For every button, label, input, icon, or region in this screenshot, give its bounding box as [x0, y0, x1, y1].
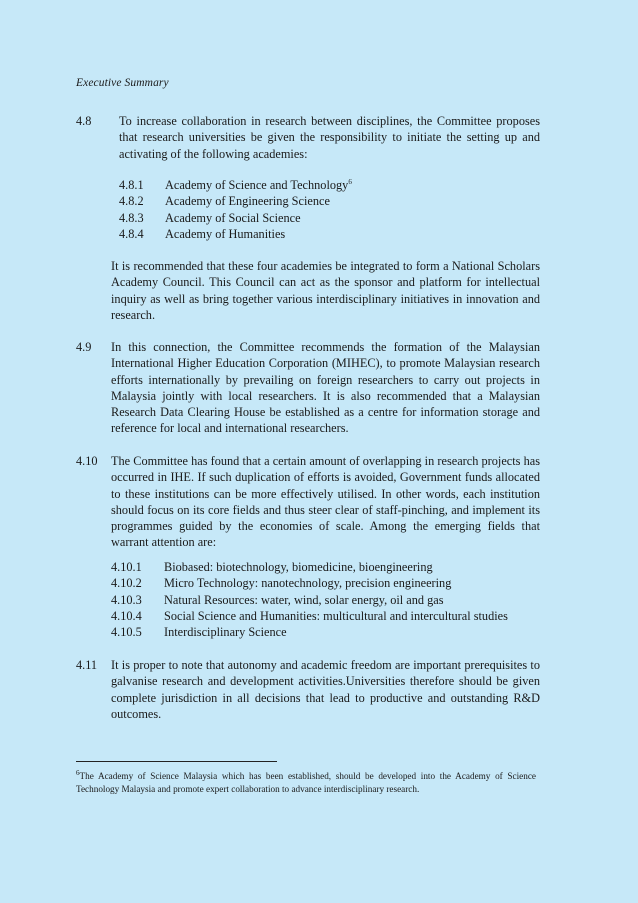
emerging-fields-list [111, 559, 508, 640]
list-item [111, 592, 508, 608]
footnote-number: 6 [76, 768, 80, 777]
running-header: Executive Summary [76, 77, 169, 89]
item-text: Academy of Social Science [165, 210, 301, 225]
item-number: 4.8.3 [119, 210, 144, 225]
list-item [111, 624, 508, 640]
section-text: In this connection, the Committee recommends the formation of the Malaysian International Higher Education Corporation (MIHEC), to promote Malaysian research efforts internationally by prevailing on foreign researchers to carry out projects in Malaysia jointly with local researchers. It is also recommended that a Malaysian Research Data Clearing House be established as a centre for information storage and reference for local and international researchers. [111, 340, 540, 436]
section-text: It is proper to note that autonomy and academic freedom are important prerequisites to galvanise research and development activities.Universities therefore should be given complete jurisdiction in all decisions that lead to productive and outstanding R&D outcomes. [111, 658, 540, 721]
section-text: To increase collaboration in research between disciplines, the Committee proposes that research universities be given the responsibility to initiate the setting up and activating of the following academies: [119, 114, 540, 161]
item-text: Biobased: biotechnology, biomedicine, bioengineering [164, 560, 433, 574]
item-text: Interdisciplinary Science [164, 625, 287, 640]
footnote-divider [76, 761, 277, 762]
item-text: Micro Technology: nanotechnology, precision engineering [164, 576, 452, 591]
footnote-marker: 6 [348, 177, 352, 186]
list-item [111, 575, 508, 591]
item-number: 4.8.2 [119, 194, 144, 209]
item-text: Social Science and Humanities: multicultural and intercultural studies [164, 608, 508, 623]
section-number: 4.10 [76, 454, 98, 468]
footnote [76, 770, 536, 796]
item-number: 4.10.1 [111, 560, 142, 574]
academies-list [119, 177, 352, 242]
item-text: Academy of Engineering Science [165, 194, 330, 209]
list-item [119, 210, 352, 226]
list-item [119, 193, 352, 209]
list-item [119, 226, 352, 242]
list-item [111, 559, 508, 575]
item-number: 4.10.3 [111, 592, 142, 607]
footnote-text: The Academy of Science Malaysia which has been established, should be developed into the Academy of Science Technology Malaysia and promote expert collaboration to advance interdisciplinary research. [76, 771, 536, 794]
item-number: 4.10.2 [111, 576, 142, 591]
item-text: Academy of Science and Technology$^6$ [165, 177, 352, 192]
list-item [111, 608, 508, 624]
item-number: 4.8.4 [119, 226, 144, 241]
section-number: 4.8 [76, 114, 92, 128]
item-text: Academy of Humanities [165, 226, 286, 241]
section-text: The Committee has found that a certain amount of overlapping in research projects has occurred in IHE. If such duplication of efforts is avoided, Government funds allocated to these institutions can be more effectively utilised. In other words, each institution should focus on its core fields and thus steer clear of staff-pinching, and implement its programmes guided by the economies of scale. Among the emerging fields that warrant attention are: [111, 454, 540, 550]
list-item [119, 177, 352, 193]
section-number: 4.11 [76, 658, 98, 672]
section-text: It is recommended that these four academies be integrated to form a National Scholars Academy Council. This Council can act as the sponsor and platform for intellectual inquiry as well as bring together various interdisciplinary initiatives in innovation and research. [111, 259, 540, 322]
item-number: 4.10.4 [111, 608, 142, 623]
item-text: Natural Resources: water, wind, solar energy, oil and gas [164, 592, 444, 607]
item-number: 4.8.1 [119, 178, 144, 192]
item-number: 4.10.5 [111, 625, 142, 640]
section-number: 4.9 [76, 340, 92, 354]
